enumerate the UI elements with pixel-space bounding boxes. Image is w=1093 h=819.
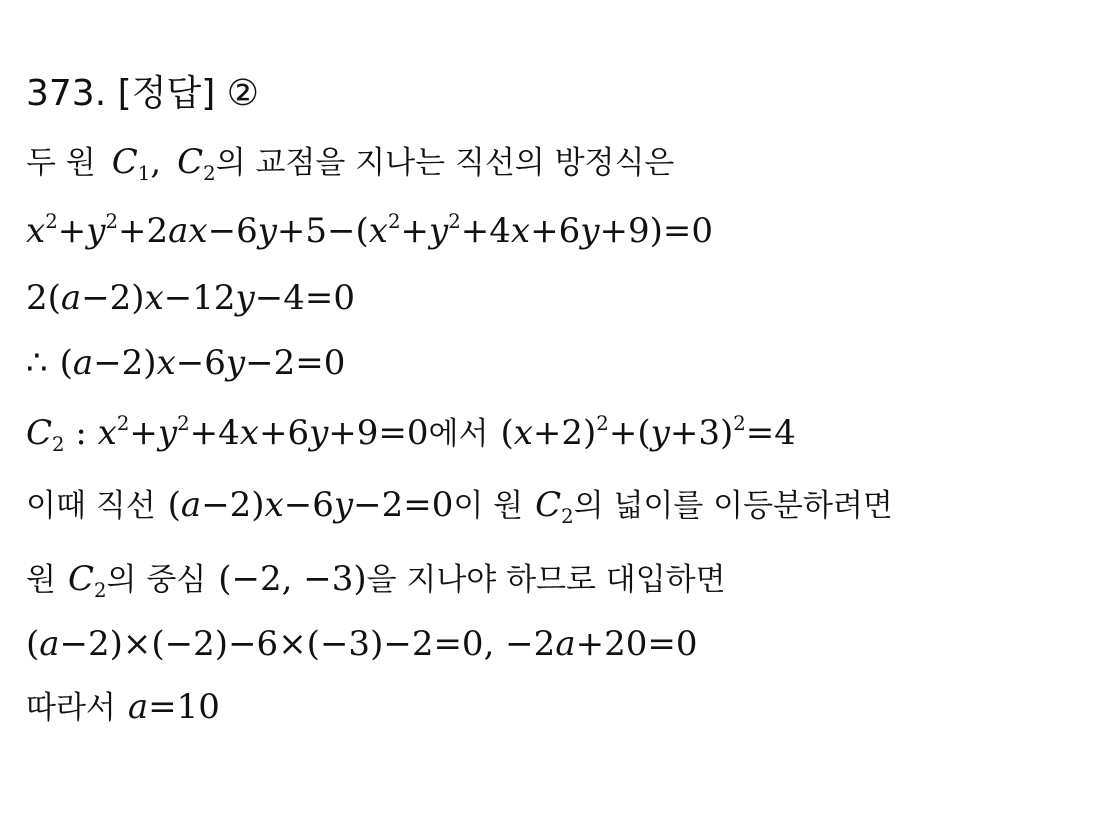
- answer-choice: ②: [226, 73, 259, 114]
- answer-tag: [정답]: [117, 73, 216, 114]
- center-line: 원 $C_2$의 중심 (−2, −3)을 지나야 하므로 대입하면: [26, 559, 726, 602]
- c2def-text: 에서: [428, 416, 489, 452]
- equation-line-1: $x^2+y^2+2ax-6y+5-(x^2+y^2+4x+6y+9)=0$: [26, 210, 713, 251]
- circle-c1: $C_1$: [111, 142, 151, 185]
- equation-line-3: ∴ (a−2)x−6y−2=0: [26, 343, 346, 383]
- comma: ,: [150, 142, 162, 182]
- equation-line-2: 2(a−2)x−12y−4=0: [26, 278, 355, 318]
- circle-c2-equation-line: $C_2$ : $x^2+y^2+4x+6y+9=0$에서 $(x+2)^2+(y+3)^2=4$: [26, 412, 796, 456]
- line-equation: (a−2)x−6y−2=0: [167, 485, 454, 525]
- answer-title: [26, 73, 259, 114]
- problem-number: 373.: [26, 73, 107, 114]
- final-answer: a=10: [127, 687, 220, 727]
- intro-line: [26, 142, 675, 185]
- intro-text-post: 의 교점을 지나는 직선의 방정식은: [215, 145, 675, 181]
- circle-c2: $C_2$: [177, 142, 216, 185]
- therefore-symbol: ∴: [26, 343, 48, 383]
- intro-text-pre: 두 원: [26, 145, 96, 181]
- center-point: (−2, −3): [218, 559, 367, 599]
- c2-standard-form: $(x+2)^2+(y+3)^2=4$: [500, 412, 796, 453]
- final-answer-line: 따라서 a=10: [26, 687, 220, 727]
- substitution-line: (a−2)×(−2)−6×(−3)−2=0, −2a+20=0: [26, 624, 698, 664]
- condition-line: 이때 직선 (a−2)x−6y−2=0이 원 $C_2$의 넓이를 이등분하려면: [26, 485, 893, 528]
